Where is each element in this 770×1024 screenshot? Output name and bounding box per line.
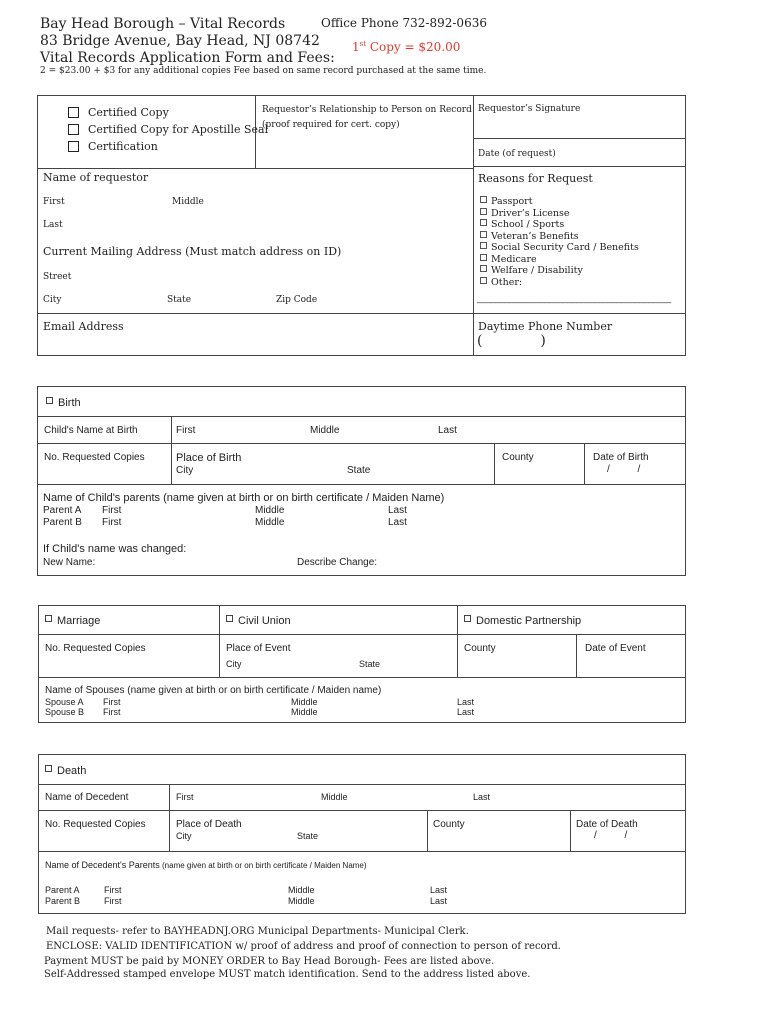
death-county-label: County xyxy=(433,819,465,830)
footer-payment: Payment MUST be paid by MONEY ORDER to Bay Head Borough- Fees are listed above. xyxy=(44,956,495,967)
date-of-event-label: Date of Event xyxy=(585,643,646,654)
requestor-first-label: First xyxy=(43,197,65,207)
decedent-name-label: Name of Decedent xyxy=(45,792,129,803)
birth-city-label: City xyxy=(176,465,194,476)
date-of-death-slashes: / / xyxy=(594,830,628,841)
birth-county-label: County xyxy=(502,452,534,463)
marriage-option[interactable]: Marriage xyxy=(45,615,100,627)
header-form-title: Vital Records Application Form and Fees: xyxy=(40,50,335,66)
death-parent-a-middle: Middle xyxy=(288,885,315,895)
place-of-event-label: Place of Event xyxy=(226,643,291,654)
spouse-b-last: Last xyxy=(457,707,475,717)
certified-copy-label: Certified Copy xyxy=(88,106,169,119)
spouse-b-label: Spouse B xyxy=(45,707,85,717)
birth-parent-b-label: Parent B xyxy=(43,517,82,528)
death-parent-b-first: First xyxy=(104,896,122,906)
event-county-label: County xyxy=(464,643,496,654)
death-checkbox xyxy=(45,765,52,772)
describe-change-label: Describe Change: xyxy=(297,557,378,568)
reason-checkbox xyxy=(480,254,487,261)
certified-copy-checkbox[interactable] xyxy=(68,107,79,118)
email-label: Email Address xyxy=(43,320,124,333)
reason-social-security[interactable]: Social Security Card / Benefits xyxy=(480,242,639,254)
place-of-death-label: Place of Death xyxy=(176,819,242,830)
decedent-middle-label: Middle xyxy=(321,792,348,802)
reason-checkbox xyxy=(480,219,487,226)
reason-veterans-benefits[interactable]: Veteran’s Benefits xyxy=(480,231,639,243)
civil-union-checkbox xyxy=(226,615,233,622)
birth-parent-a-first: First xyxy=(102,505,122,516)
birth-state-label: State xyxy=(347,465,371,476)
footer-enclose: ENCLOSE: VALID IDENTIFICATION w/ proof of address and proof of connection to person of record. xyxy=(46,941,561,952)
event-state-label: State xyxy=(359,659,381,669)
name-of-requestor-label: Name of requestor xyxy=(43,171,149,184)
reasons-title: Reasons for Request xyxy=(478,172,593,185)
child-last-label: Last xyxy=(438,425,457,436)
birth-parent-a-label: Parent A xyxy=(43,505,82,516)
birth-parent-b-last: Last xyxy=(388,517,407,528)
reason-checkbox xyxy=(480,231,487,238)
event-city-label: City xyxy=(226,659,242,669)
decedent-last-label: Last xyxy=(473,792,491,802)
death-parent-a-first: First xyxy=(104,885,122,895)
civil-union-option[interactable]: Civil Union xyxy=(226,615,291,627)
reason-checkbox xyxy=(480,242,487,249)
domestic-partnership-checkbox xyxy=(464,615,471,622)
reason-other[interactable]: Other: xyxy=(480,277,639,289)
decedent-first-label: First xyxy=(176,792,194,802)
reason-school-sports[interactable]: School / Sports xyxy=(480,219,639,231)
birth-parents-title: Name of Child's parents (name given at birth or on birth certificate / Maiden Name) xyxy=(43,492,445,504)
reason-medicare[interactable]: Medicare xyxy=(480,254,639,266)
city-label: City xyxy=(43,295,62,305)
relationship-note: (proof required for cert. copy) xyxy=(262,120,400,130)
new-name-label: New Name: xyxy=(43,557,96,568)
death-parent-b-middle: Middle xyxy=(288,896,315,906)
birth-copies-label: No. Requested Copies xyxy=(44,452,145,463)
date-of-birth-label: Date of Birth xyxy=(593,452,649,463)
death-copies-label: No. Requested Copies xyxy=(45,819,146,830)
apostille-label: Certified Copy for Apostille Seal xyxy=(88,123,269,136)
certification-checkbox[interactable] xyxy=(68,141,79,152)
footer-mail-requests: Mail requests- refer to BAYHEADNJ.ORG Municipal Departments- Municipal Clerk. xyxy=(46,926,469,937)
reason-drivers-license[interactable]: Driver’s License xyxy=(480,208,639,220)
header-office-name: Bay Head Borough – Vital Records xyxy=(40,16,286,32)
birth-option[interactable]: Birth xyxy=(46,397,81,409)
place-of-birth-label: Place of Birth xyxy=(176,452,242,464)
reasons-list xyxy=(480,196,639,288)
requestor-middle-label: Middle xyxy=(172,197,204,207)
date-of-birth-slashes: / / xyxy=(607,464,641,475)
street-label: Street xyxy=(43,272,72,282)
apostille-checkbox[interactable] xyxy=(68,124,79,135)
spouse-a-middle: Middle xyxy=(291,697,318,707)
requestor-last-label: Last xyxy=(43,220,63,230)
childs-name-label: Child's Name at Birth xyxy=(44,425,138,436)
reason-checkbox xyxy=(480,196,487,203)
reason-checkbox xyxy=(480,208,487,215)
death-parent-b-last: Last xyxy=(430,896,448,906)
spouse-a-label: Spouse A xyxy=(45,697,84,707)
spouse-b-first: First xyxy=(103,707,121,717)
certification-label: Certification xyxy=(88,140,158,153)
spouse-b-middle: Middle xyxy=(291,707,318,717)
birth-parent-b-middle: Middle xyxy=(255,517,285,528)
reason-welfare-disability[interactable]: Welfare / Disability xyxy=(480,265,639,277)
date-of-request-label: Date (of request) xyxy=(478,149,556,159)
signature-label: Requestor’s Signature xyxy=(478,104,581,114)
death-section xyxy=(38,754,686,914)
birth-parent-a-middle: Middle xyxy=(255,505,285,516)
reason-checkbox xyxy=(480,265,487,272)
death-parent-a-last: Last xyxy=(430,885,448,895)
fees-line: 2 = $23.00 + $3 for any additional copies Fee based on same record purchased at the same time. xyxy=(40,66,487,76)
spouse-a-last: Last xyxy=(457,697,475,707)
marriage-checkbox xyxy=(45,615,52,622)
footer-envelope: Self-Addressed stamped envelope MUST match identification. Send to the address listed above. xyxy=(44,969,531,980)
death-parent-a-label: Parent A xyxy=(45,885,80,895)
spouse-a-first: First xyxy=(103,697,121,707)
header-address: 83 Bridge Avenue, Bay Head, NJ 08742 xyxy=(40,33,320,49)
date-of-death-label: Date of Death xyxy=(576,819,638,830)
mailing-address-label: Current Mailing Address (Must match address on ID) xyxy=(43,245,342,258)
zip-label: Zip Code xyxy=(276,295,318,305)
decedent-parents-title: Name of Decedent's Parents (name given at birth or on birth certificate / Maiden Name) xyxy=(45,860,367,870)
birth-parent-b-first: First xyxy=(102,517,122,528)
marriage-copies-label: No. Requested Copies xyxy=(45,643,146,654)
daytime-phone-label: Daytime Phone Number xyxy=(478,320,613,333)
state-label: State xyxy=(167,295,192,305)
phone-parens: ( ) xyxy=(477,333,546,349)
name-changed-title: If Child's name was changed: xyxy=(43,543,187,555)
other-reason-line: ___________________________________________ xyxy=(477,293,671,303)
death-city-label: City xyxy=(176,831,192,841)
reason-checkbox xyxy=(480,277,487,284)
death-option[interactable]: Death xyxy=(45,765,86,777)
reason-passport[interactable]: Passport xyxy=(480,196,639,208)
child-first-label: First xyxy=(176,425,196,436)
office-phone: Office Phone 732-892-0636 xyxy=(321,16,487,30)
spouses-title: Name of Spouses (name given at birth or on birth certificate / Maiden name) xyxy=(45,685,382,696)
death-parent-b-label: Parent B xyxy=(45,896,81,906)
birth-checkbox xyxy=(46,397,53,404)
death-state-label: State xyxy=(297,831,319,841)
domestic-partnership-option[interactable]: Domestic Partnership xyxy=(464,615,581,627)
child-middle-label: Middle xyxy=(310,425,340,436)
first-copy-fee: 1st Copy = $20.00 xyxy=(352,40,461,54)
relationship-label: Requestor’s Relationship to Person on Record xyxy=(262,105,472,115)
birth-parent-a-last: Last xyxy=(388,505,407,516)
